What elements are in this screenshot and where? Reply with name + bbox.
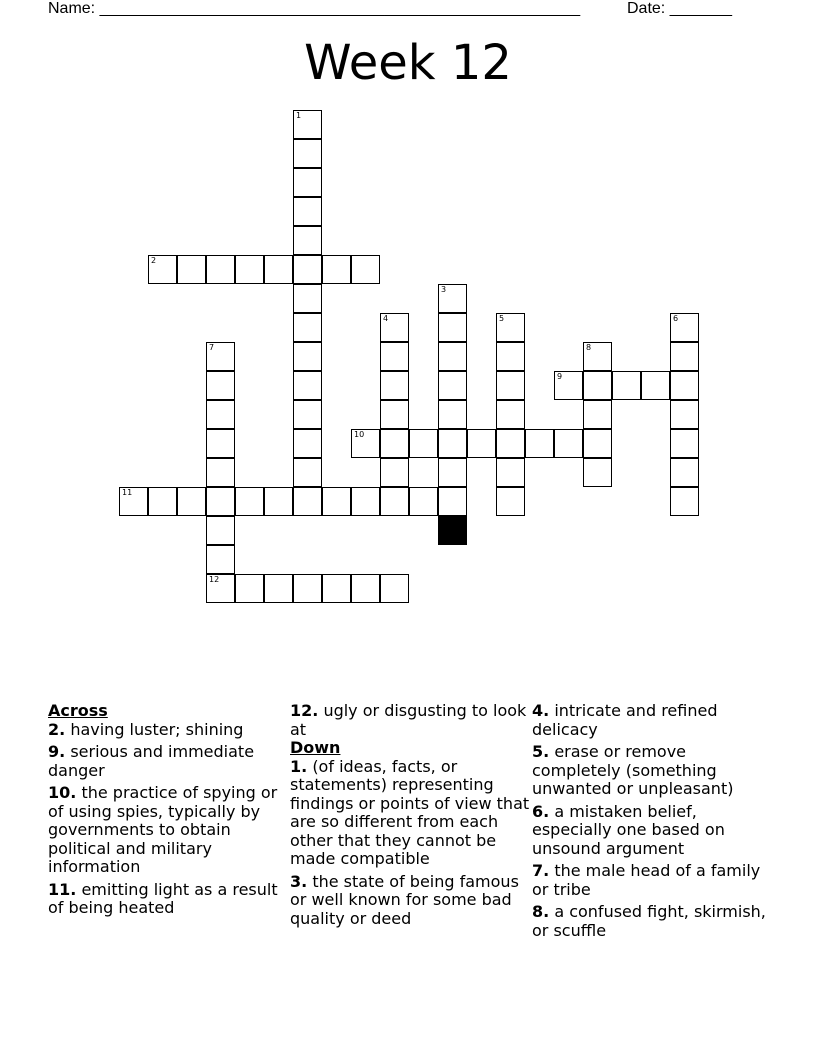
crossword-cell[interactable] bbox=[322, 574, 351, 603]
crossword-cell[interactable] bbox=[380, 458, 409, 487]
clue-text: a mistaken belief, especially one based on unsound argument bbox=[532, 801, 725, 858]
clue-number: 7. bbox=[532, 861, 550, 880]
clue-number-label: 6 bbox=[673, 314, 679, 323]
crossword-cell[interactable] bbox=[177, 255, 206, 284]
clue-number: 9. bbox=[48, 742, 66, 761]
crossword-cell[interactable] bbox=[293, 429, 322, 458]
crossword-cell[interactable] bbox=[380, 313, 409, 342]
crossword-cell[interactable] bbox=[264, 255, 293, 284]
clue-number-label: 7 bbox=[209, 343, 215, 352]
crossword-cell[interactable] bbox=[670, 458, 699, 487]
crossword-cell[interactable] bbox=[380, 371, 409, 400]
down-heading: Down bbox=[290, 738, 341, 757]
crossword-cell[interactable] bbox=[293, 487, 322, 516]
black-square bbox=[438, 516, 467, 545]
crossword-cell[interactable] bbox=[496, 342, 525, 371]
clue-number: 3. bbox=[290, 871, 308, 891]
crossword-cell[interactable] bbox=[380, 574, 409, 603]
crossword-cell[interactable] bbox=[293, 400, 322, 429]
clue-number: 8. bbox=[532, 902, 550, 921]
crossword-cell[interactable] bbox=[264, 487, 293, 516]
crossword-cell[interactable] bbox=[496, 487, 525, 516]
crossword-cell[interactable] bbox=[351, 429, 380, 458]
crossword-cell[interactable] bbox=[293, 226, 322, 255]
crossword-cell[interactable] bbox=[496, 458, 525, 487]
crossword-cell[interactable] bbox=[380, 342, 409, 371]
crossword-cell[interactable] bbox=[235, 487, 264, 516]
crossword-cell[interactable] bbox=[409, 429, 438, 458]
clue-column-3 bbox=[532, 702, 772, 944]
crossword-cell[interactable] bbox=[293, 458, 322, 487]
crossword-cell[interactable] bbox=[206, 342, 235, 371]
crossword-cell[interactable] bbox=[670, 429, 699, 458]
crossword-cell[interactable] bbox=[438, 429, 467, 458]
crossword-cell[interactable] bbox=[293, 197, 322, 226]
across-clue-9 bbox=[48, 743, 288, 780]
crossword-cell[interactable] bbox=[206, 255, 235, 284]
crossword-cell[interactable] bbox=[206, 545, 235, 574]
crossword-cell[interactable] bbox=[380, 487, 409, 516]
crossword-cell[interactable] bbox=[670, 371, 699, 400]
down-clue-3 bbox=[290, 873, 530, 929]
clue-text: erase or remove completely (something unwanted or unpleasant) bbox=[532, 742, 734, 798]
crossword-cell[interactable] bbox=[206, 574, 235, 603]
clue-text: having luster; shining bbox=[70, 719, 244, 739]
clue-number: 12. bbox=[290, 701, 319, 720]
crossword-cell[interactable] bbox=[670, 342, 699, 371]
crossword-cell[interactable] bbox=[670, 313, 699, 342]
crossword-cell[interactable] bbox=[438, 487, 467, 516]
clue-number: 2. bbox=[48, 719, 66, 739]
crossword-cell[interactable] bbox=[351, 574, 380, 603]
clue-number-label: 2 bbox=[151, 256, 157, 265]
crossword-cell[interactable] bbox=[293, 255, 322, 284]
crossword-cell[interactable] bbox=[119, 487, 148, 516]
crossword-cell[interactable] bbox=[235, 574, 264, 603]
crossword-cell[interactable] bbox=[148, 487, 177, 516]
crossword-cell[interactable] bbox=[670, 487, 699, 516]
crossword-cell[interactable] bbox=[554, 371, 583, 400]
crossword-cell[interactable] bbox=[322, 487, 351, 516]
crossword-cell[interactable] bbox=[438, 342, 467, 371]
clue-number-label: 12 bbox=[209, 575, 220, 584]
crossword-cell[interactable] bbox=[206, 516, 235, 545]
crossword-cell[interactable] bbox=[380, 400, 409, 429]
crossword-cell[interactable] bbox=[612, 371, 641, 400]
crossword-cell[interactable] bbox=[583, 371, 612, 400]
crossword-cell[interactable] bbox=[206, 458, 235, 487]
clue-number-label: 9 bbox=[557, 372, 563, 381]
clue-text: (of ideas, facts, or statements) representing findings or points of view that are so different from each other that they cannot be made compatible bbox=[290, 756, 530, 868]
crossword-cell[interactable] bbox=[293, 110, 322, 139]
clue-number: 6. bbox=[532, 801, 550, 821]
clue-number: 10. bbox=[48, 783, 77, 802]
down-clue-4 bbox=[532, 702, 772, 739]
crossword-cell[interactable] bbox=[380, 429, 409, 458]
crossword-cell[interactable] bbox=[438, 284, 467, 313]
crossword-cell[interactable] bbox=[177, 487, 206, 516]
clue-number: 1. bbox=[290, 756, 308, 776]
crossword-cell[interactable] bbox=[351, 255, 380, 284]
name-field-label: Name: ______________________________________________________ bbox=[48, 0, 581, 17]
clue-number: 5. bbox=[532, 742, 550, 761]
crossword-cell[interactable] bbox=[322, 255, 351, 284]
crossword-cell[interactable] bbox=[670, 400, 699, 429]
down-clue-1 bbox=[290, 758, 530, 869]
clue-number-label: 8 bbox=[586, 343, 592, 352]
clue-text: the male head of a family or tribe bbox=[532, 861, 761, 899]
crossword-cell[interactable] bbox=[293, 342, 322, 371]
clue-number-label: 3 bbox=[441, 285, 447, 294]
clue-text: intricate and refined delicacy bbox=[532, 701, 718, 739]
across-clue-10 bbox=[48, 784, 288, 877]
crossword-cell[interactable] bbox=[148, 255, 177, 284]
crossword-cell[interactable] bbox=[583, 400, 612, 429]
crossword-cell[interactable] bbox=[438, 371, 467, 400]
crossword-cell[interactable] bbox=[409, 487, 438, 516]
crossword-cell[interactable] bbox=[583, 342, 612, 371]
clue-number-label: 10 bbox=[354, 430, 365, 439]
crossword-cell[interactable] bbox=[293, 168, 322, 197]
clue-text: ugly or disgusting to look at bbox=[290, 701, 527, 739]
crossword-cell[interactable] bbox=[554, 429, 583, 458]
down-clue-5 bbox=[532, 743, 772, 799]
crossword-cell[interactable] bbox=[293, 313, 322, 342]
across-clue-11 bbox=[48, 881, 288, 918]
crossword-cell[interactable] bbox=[264, 574, 293, 603]
across-heading: Across bbox=[48, 701, 108, 720]
date-field-label: Date: _______ bbox=[627, 0, 732, 17]
crossword-cell[interactable] bbox=[438, 400, 467, 429]
clue-number-label: 11 bbox=[122, 488, 133, 497]
down-clue-7 bbox=[532, 862, 772, 899]
crossword-cell[interactable] bbox=[467, 429, 496, 458]
crossword-cell[interactable] bbox=[293, 574, 322, 603]
clue-text: emitting light as a result of being heated bbox=[48, 879, 278, 917]
clue-column-1 bbox=[48, 702, 288, 922]
crossword-cell[interactable] bbox=[496, 400, 525, 429]
crossword-cell[interactable] bbox=[496, 313, 525, 342]
across-clue-12 bbox=[290, 702, 530, 739]
crossword-cell[interactable] bbox=[206, 429, 235, 458]
down-clue-8 bbox=[532, 903, 772, 940]
crossword-cell[interactable] bbox=[583, 458, 612, 487]
crossword-cell[interactable] bbox=[235, 255, 264, 284]
across-clue-2 bbox=[48, 721, 288, 740]
crossword-cell[interactable] bbox=[438, 458, 467, 487]
clue-text: serious and immediate danger bbox=[48, 742, 255, 780]
down-clue-6 bbox=[532, 803, 772, 859]
crossword-cell[interactable] bbox=[438, 313, 467, 342]
crossword-cell[interactable] bbox=[293, 371, 322, 400]
crossword-cell[interactable] bbox=[583, 429, 612, 458]
clue-number: 4. bbox=[532, 701, 550, 720]
crossword-cell[interactable] bbox=[641, 371, 670, 400]
clue-number-label: 1 bbox=[296, 111, 302, 120]
crossword-cell[interactable] bbox=[206, 487, 235, 516]
crossword-cell[interactable] bbox=[293, 139, 322, 168]
crossword-cell[interactable] bbox=[206, 371, 235, 400]
clue-number-label: 5 bbox=[499, 314, 505, 323]
crossword-cell[interactable] bbox=[496, 429, 525, 458]
clue-text: the practice of spying or of using spies, typically by governments to obtain political and military information bbox=[48, 783, 278, 876]
crossword-cell[interactable] bbox=[206, 400, 235, 429]
crossword-cell[interactable] bbox=[525, 429, 554, 458]
page-title: Week 12 bbox=[304, 35, 512, 91]
clue-text: a confused fight, skirmish, or scuffle bbox=[532, 902, 766, 940]
clue-number: 11. bbox=[48, 879, 77, 899]
clue-text: the state of being famous or well known for some bad quality or deed bbox=[290, 871, 519, 928]
clue-number-label: 4 bbox=[383, 314, 389, 323]
crossword-cell[interactable] bbox=[293, 284, 322, 313]
crossword-cell[interactable] bbox=[351, 487, 380, 516]
crossword-cell[interactable] bbox=[496, 371, 525, 400]
clue-column-2 bbox=[290, 702, 530, 932]
